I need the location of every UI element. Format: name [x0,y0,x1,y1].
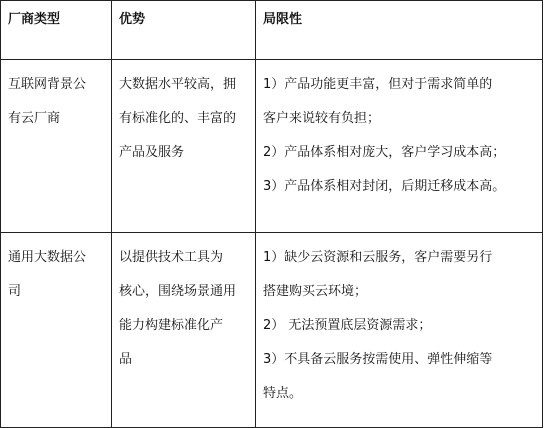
vendor-type-line: 通用大数据公 [8,250,87,265]
limitation-cell [256,233,543,428]
table-header-row [1,1,543,60]
vendor-type-line: 互联网背景公 [8,77,87,92]
advantage-line: 能力构建标准化产 [119,318,224,333]
table-row [1,233,543,428]
header-advantage: 优势 [112,1,256,60]
advantage-line: 核心，围绕场景通用 [119,284,237,299]
vendor-type-cell [1,233,112,428]
advantage-line: 品 [119,352,133,367]
advantage-line: 大数据水平较高，拥 [119,77,237,92]
advantage-cell [112,233,256,428]
advantage-cell [112,60,256,233]
limitation-line: 2）产品体系相对庞大，客户学习成本高； [263,145,506,160]
advantage-line: 产品及服务 [119,145,185,160]
limitation-cell [256,60,543,233]
limitation-line: 3）不具备云服务按需使用、弹性伸缩等 [263,352,493,367]
limitation-line: 3）产品体系相对封闭，后期迁移成本高。 [263,179,506,194]
advantage-line: 有标准化的、丰富的 [119,111,237,126]
limitation-line: 1）产品功能更丰富，但对于需求简单的 [263,77,493,92]
limitation-line: 特点。 [263,386,303,401]
limitation-line: 1）缺少云资源和云服务，客户需要另行 [263,250,493,265]
vendor-type-cell [1,60,112,233]
table-row [1,60,543,233]
limitation-line: 2） 无法预置底层资源需求； [263,318,432,333]
vendor-type-line: 司 [8,284,22,299]
limitation-line: 搭建购买云环境； [263,284,368,299]
header-limitation: 局限性 [256,1,543,60]
advantage-line: 以提供技术工具为 [119,250,224,265]
header-vendor-type: 厂商类型 [1,1,112,60]
limitation-line: 客户来说较有负担； [263,111,381,126]
vendor-type-line: 有云厂商 [8,111,61,126]
